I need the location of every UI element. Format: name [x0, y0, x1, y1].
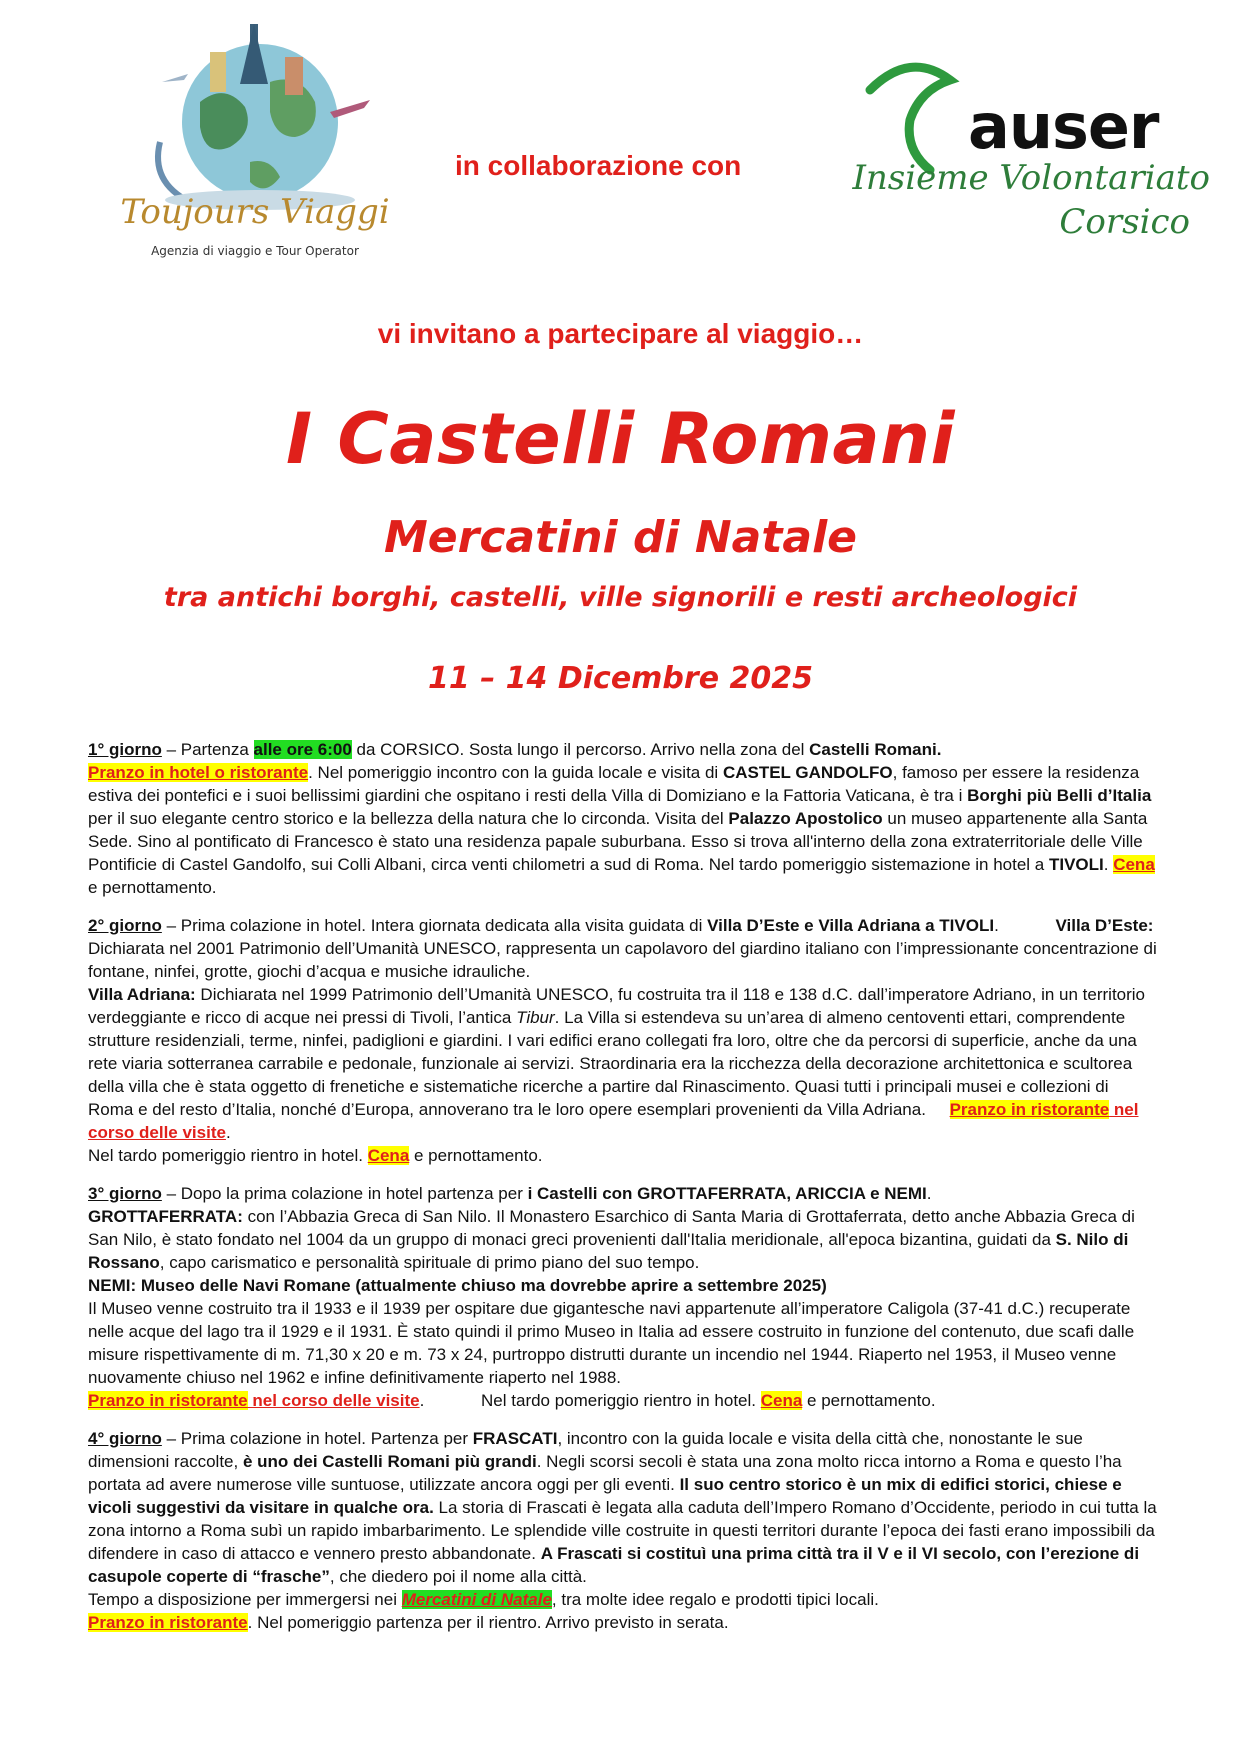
- departure-time: alle ore 6:00: [253, 740, 352, 759]
- day-3: [88, 1182, 1158, 1412]
- dinner-label: Cena: [760, 1391, 803, 1410]
- text: Nel tardo pomeriggio rientro in hotel.: [88, 1146, 368, 1165]
- text: .: [994, 916, 999, 935]
- text: .: [926, 1184, 932, 1203]
- subtitle: Mercatini di Natale: [384, 512, 857, 563]
- invite-text: vi invitano a partecipare al viaggio…: [377, 318, 864, 349]
- auser-line1: Insieme Volontariato: [852, 158, 1210, 198]
- bold-text: Villa Adriana:: [88, 985, 196, 1004]
- lunch-label: Pranzo in ristorante: [88, 1613, 248, 1632]
- toujours-viaggi-logo: [100, 22, 430, 292]
- text: , tra molte idee regalo e prodotti tipici locali.: [551, 1590, 879, 1609]
- text: La storia di Frascati è legata alla caduta dell’Impero Romano d’Occidente, periodo in cui tutta la zona intorno a Roma subì un rapido imbarbarimento. Le splendide ville costruite in questi territori durante l’epoca dei fasti erano impossibili da difendere in caso di attacco e vennero presto abbandonate.: [88, 1498, 1157, 1563]
- text: Tempo a disposizione per immergersi nei: [88, 1590, 402, 1609]
- bold-text: Castelli Romani.: [809, 740, 942, 759]
- bold-text: Palazzo Apostolico: [728, 809, 883, 828]
- bold-text: NEMI: Museo delle Navi Romane (attualmente chiuso ma dovrebbe aprire a settembre 2025): [88, 1276, 827, 1295]
- bold-text: i Castelli con GROTTAFERRATA, ARICCIA e NEMI: [527, 1184, 927, 1203]
- day-label: 2° giorno: [88, 916, 162, 935]
- text: . Negli scorsi secoli è stata una zona molto ricca intorno a Roma e questo l’ha portata ad avere numerose ville suntuose, utilizzate ancora oggi per gli eventi.: [88, 1452, 1122, 1494]
- lunch-note: nel corso delle visite: [88, 1100, 1139, 1142]
- tagline: tra antichi borghi, castelli, ville signorili e resti archeologici: [163, 582, 1078, 613]
- lunch-label: Pranzo in hotel o ristorante: [88, 763, 309, 782]
- itinerary: [88, 738, 1158, 1649]
- text: per il suo elegante centro storico e la bellezza della natura che lo circonda. Visita del: [88, 809, 729, 828]
- auser-logo: [850, 50, 1210, 270]
- christmas-markets-label: Mercatini di Natale: [401, 1590, 552, 1609]
- logo-brand: Toujours Viaggi: [120, 192, 390, 232]
- text: – Dopo la prima colazione in hotel partenza per: [161, 1184, 528, 1203]
- dinner-label: Cena: [367, 1146, 410, 1165]
- text: .: [225, 1123, 231, 1142]
- text: . Nel pomeriggio partenza per il rientro. Arrivo previsto in serata.: [247, 1613, 729, 1632]
- text: Dichiarata nel 1999 Patrimonio dell’Umanità UNESCO, fu costruita tra il 118 e 138 d.C. dall’imperatore Adriano, in un territorio verdeggiante e ricco di acque nei pressi di Tivoli, l’antica: [88, 985, 1146, 1027]
- lunch-label: Pranzo in ristorante: [88, 1391, 248, 1410]
- text: con l’Abbazia Greca di San Nilo. Il Monastero Esarchico di Santa Maria di Grottaferrata, detto anche Abbazia Greca di San Nilo, è stato fondato nel 1004 da un gruppo di monaci greci provenienti dall'Italia meridionale, all'epoca bizantina, guidati da: [88, 1207, 1135, 1249]
- text: – Prima colazione in hotel. Intera giornata dedicata alla visita guidata di: [161, 916, 708, 935]
- lunch-note: nel corso delle visite: [247, 1391, 420, 1410]
- text: .: [419, 1391, 425, 1410]
- text: . Nel pomeriggio incontro con la guida locale e visita di: [308, 763, 723, 782]
- bold-text: GROTTAFERRATA:: [88, 1207, 243, 1226]
- bold-text: Villa D’Este:: [1055, 916, 1154, 935]
- bold-text: Il suo centro storico è un mix di edifici storici, chiese e vicoli suggestivi da visitare in qualche ora.: [88, 1475, 1122, 1517]
- dinner-label: Cena: [1113, 855, 1155, 874]
- text: .: [1103, 855, 1114, 874]
- bold-text: FRASCATI: [472, 1429, 558, 1448]
- bold-text: Borghi più Belli d’Italia: [967, 786, 1152, 805]
- italic-text: Tibur: [516, 1008, 555, 1027]
- text: da CORSICO. Sosta lungo il percorso. Arrivo nella zona del: [351, 740, 810, 759]
- main-title: I Castelli Romani: [286, 398, 955, 480]
- lunch-label: Pranzo in ristorante: [949, 1100, 1110, 1119]
- bold-text: A Frascati si costituì una prima città tra il V e il VI secolo, con l’erezione di casupole coperte di “frasche”: [88, 1544, 1140, 1586]
- text: , incontro con la guida locale e visita della città che, nonostante le sue dimensioni raccolte,: [88, 1429, 1083, 1471]
- bold-text: CASTEL GANDOLFO: [722, 763, 893, 782]
- bold-text: TIVOLI: [1048, 855, 1104, 874]
- text: , famoso per essere la residenza estiva dei pontefici e i suoi bellissimi giardini che ospitano i resti della Villa di Domiziano e la Fattoria Vaticana, è tra i: [88, 763, 1140, 805]
- text: Dichiarata nel 2001 Patrimonio dell’Umanità UNESCO, rappresenta un capolavoro del giardino italiano con l’impressionante concentrazione di fontane, ninfei, grotte, giochi d’acqua e musiche idrauliche.: [88, 939, 1157, 981]
- text: . La Villa si estendeva su un’area di almeno centoventi ettari, comprendente strutture residenziali, terme, ninfei, padiglioni e giardini. I vari edifici erano collegati fra loro, oltre che da percorsi di superficie, anche da una rete viaria sotterranea carrabile e pedonale, funzionale ai servizi. Straordinaria era la ricchezza della decorazione architettonica e scultorea della villa che è stata oggetto di frenetiche e sistematiche ricerche a partire dal Rinascimento. Quasi tutti i principali musei e collezioni di Roma e del resto d’Italia, nonché d’Europa, annoverano tra le loro opere esemplari provenienti da Villa Adriana.: [88, 1008, 1137, 1119]
- text: e pernottamento.: [409, 1146, 543, 1165]
- text: e pernottamento.: [88, 878, 217, 897]
- day-label: 3° giorno: [88, 1184, 162, 1203]
- day-4: [88, 1427, 1158, 1634]
- text: – Prima colazione in hotel. Partenza per: [161, 1429, 473, 1448]
- bold-text: è uno dei Castelli Romani più grandi: [242, 1452, 537, 1471]
- text: – Partenza: [161, 740, 254, 759]
- text: , capo carismatico e personalità spirituale di primo piano del suo tempo.: [159, 1253, 700, 1272]
- auser-line2: Corsico: [1059, 202, 1190, 242]
- day-1: [88, 738, 1158, 899]
- text: un museo appartenente alla Santa Sede. Sino al pontificato di Francesco è stato una residenza papale suburbana. Esso si trova all'interno della zona extraterritoriale delle Ville Pontificie di Castel Gandolfo, sui Colli Albani, circa venti chilometri a sud di Roma. Nel tardo pomeriggio sistemazione in hotel a: [88, 809, 1148, 874]
- text: Il Museo venne costruito tra il 1933 e il 1939 per ospitare due gigantesche navi appartenute all’imperatore Caligola (37-41 d.C.) recuperate nelle acque del lago tra il 1929 e il 1931. È stato quindi il primo Museo in Italia ad essere costruito in funzione del contenuto, due scafi dalle misure rispettivamente di m. 71,30 x 20 e m. 73 x 24, purtroppo distrutti durante un incendio nel 1944. Riaperto nel 1953, il Museo venne nuovamente chiuso nel 1962 e infine definitivamente riaperto nel 1988.: [88, 1299, 1135, 1387]
- day-2: [88, 914, 1158, 1167]
- trip-dates: 11 – 14 Dicembre 2025: [428, 661, 813, 696]
- logo-tagline: Agenzia di viaggio e Tour Operator: [151, 244, 359, 258]
- text: Nel tardo pomeriggio rientro in hotel.: [481, 1391, 761, 1410]
- day-label: 1° giorno: [88, 740, 162, 759]
- bold-text: S. Nilo di Rossano: [88, 1230, 1129, 1272]
- collaboration-text: in collaborazione con: [455, 150, 742, 181]
- text: e pernottamento.: [802, 1391, 936, 1410]
- bold-text: Villa D’Este e Villa Adriana a TIVOLI: [707, 916, 995, 935]
- auser-brand: auser: [968, 90, 1159, 163]
- day-label: 4° giorno: [88, 1429, 162, 1448]
- text: , che diedero poi il nome alla città.: [329, 1567, 587, 1586]
